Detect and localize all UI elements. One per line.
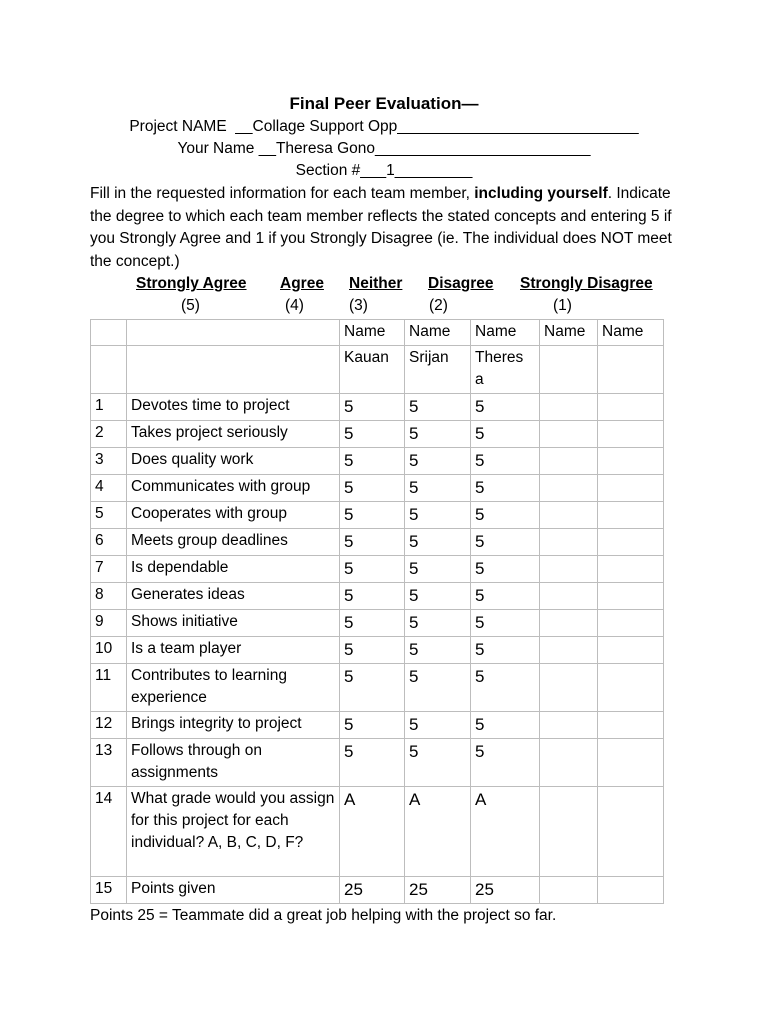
instructions-text-1: Fill in the requested information for each team member, <box>90 185 475 202</box>
scale-label-neither: Neither <box>349 275 403 292</box>
score-cell <box>598 583 664 610</box>
criterion-label: Cooperates with group <box>127 502 340 529</box>
evaluation-table <box>90 319 664 904</box>
table-row <box>91 610 664 637</box>
score-cell: 5 <box>405 394 471 421</box>
table-row <box>91 877 664 904</box>
score-cell: A <box>471 787 540 877</box>
score-cell <box>598 448 664 475</box>
criterion-label: Does quality work <box>127 448 340 475</box>
score-cell: 5 <box>405 583 471 610</box>
name-header-cell: Name <box>598 320 664 346</box>
score-cell <box>540 712 598 739</box>
criterion-label: Generates ideas <box>127 583 340 610</box>
member-criterion-cell <box>127 346 340 394</box>
criterion-label: What grade would you assign for this project for each individual? A, B, C, D, F? <box>127 787 340 877</box>
criterion-label: Shows initiative <box>127 610 340 637</box>
score-cell: 5 <box>471 529 540 556</box>
table-row <box>91 787 664 877</box>
score-cell <box>598 502 664 529</box>
name-header-cell: Name <box>340 320 405 346</box>
score-cell <box>540 556 598 583</box>
name-header-cell: Name <box>540 320 598 346</box>
criterion-label: Is dependable <box>127 556 340 583</box>
name-header-cell: Name <box>405 320 471 346</box>
score-cell <box>540 529 598 556</box>
score-cell <box>598 475 664 502</box>
scale-label-disagree: Disagree <box>428 275 494 292</box>
scale-value-5: (5) <box>181 297 200 314</box>
score-cell <box>540 475 598 502</box>
table-row <box>91 448 664 475</box>
section-line: Section #___1_________ <box>295 162 473 179</box>
instructions-bold: including yourself <box>474 185 608 202</box>
row-number: 6 <box>91 529 127 556</box>
instructions-text-2: . Indicate the degree to which each team member reflects the stated concepts and entering 5 if you Strongly Agree and 1 if you Strongly Disagree (ie. The individual does NOT meet the concept.) <box>90 185 672 270</box>
row-number: 12 <box>91 712 127 739</box>
member-name-cell: Srijan <box>405 346 471 394</box>
your-name-line: Your Name __Theresa Gono_________________________ <box>177 140 591 157</box>
score-cell <box>540 394 598 421</box>
scale-value-1: (1) <box>553 297 572 314</box>
score-cell: 5 <box>405 529 471 556</box>
score-cell <box>598 664 664 712</box>
row-number: 13 <box>91 739 127 787</box>
score-cell: 5 <box>340 664 405 712</box>
score-cell <box>540 610 598 637</box>
table-row <box>91 529 664 556</box>
score-cell: A <box>340 787 405 877</box>
criterion-label: Points given <box>127 877 340 904</box>
row-number: 11 <box>91 664 127 712</box>
criterion-label: Takes project seriously <box>127 421 340 448</box>
name-header-cell: Name <box>471 320 540 346</box>
row-number: 1 <box>91 394 127 421</box>
score-cell: 5 <box>405 712 471 739</box>
row-number: 4 <box>91 475 127 502</box>
table-row <box>91 637 664 664</box>
score-cell <box>540 421 598 448</box>
score-cell: 5 <box>471 475 540 502</box>
member-number-cell <box>91 346 127 394</box>
row-number: 15 <box>91 877 127 904</box>
member-name-cell: Theres a <box>471 346 540 394</box>
row-number: 5 <box>91 502 127 529</box>
score-cell: 5 <box>471 739 540 787</box>
row-number: 10 <box>91 637 127 664</box>
score-cell <box>598 739 664 787</box>
member-name-cell: Kauan <box>340 346 405 394</box>
table-row <box>91 739 664 787</box>
score-cell: 5 <box>405 475 471 502</box>
criterion-label: Is a team player <box>127 637 340 664</box>
row-number: 7 <box>91 556 127 583</box>
score-cell: 25 <box>340 877 405 904</box>
header-number-cell <box>91 320 127 346</box>
scale-value-4: (4) <box>285 297 304 314</box>
score-cell: 5 <box>405 739 471 787</box>
row-number: 8 <box>91 583 127 610</box>
table-row <box>91 712 664 739</box>
criterion-label: Meets group deadlines <box>127 529 340 556</box>
score-cell: 5 <box>471 583 540 610</box>
table-row <box>91 475 664 502</box>
score-cell: 5 <box>471 394 540 421</box>
score-cell: 5 <box>340 610 405 637</box>
score-cell: 5 <box>340 637 405 664</box>
score-cell <box>598 421 664 448</box>
score-cell: 25 <box>471 877 540 904</box>
score-cell <box>540 583 598 610</box>
score-cell: 5 <box>340 502 405 529</box>
score-cell: 5 <box>340 529 405 556</box>
score-cell <box>540 637 598 664</box>
score-cell: 5 <box>405 421 471 448</box>
scale-label-strongly-agree: Strongly Agree <box>136 275 247 292</box>
score-cell: 5 <box>471 421 540 448</box>
score-cell <box>598 529 664 556</box>
member-name-cell <box>540 346 598 394</box>
points-note: Points 25 = Teammate did a great job helping with the project so far. <box>90 907 557 924</box>
score-cell <box>540 787 598 877</box>
score-cell <box>598 877 664 904</box>
page-title: Final Peer Evaluation— <box>289 94 479 113</box>
scale-value-2: (2) <box>429 297 448 314</box>
row-number: 2 <box>91 421 127 448</box>
score-cell <box>540 664 598 712</box>
score-cell: 5 <box>471 556 540 583</box>
score-cell <box>598 610 664 637</box>
score-cell <box>598 394 664 421</box>
score-cell: 5 <box>471 610 540 637</box>
score-cell <box>598 637 664 664</box>
score-cell: 5 <box>471 448 540 475</box>
project-name-line: Project NAME __Collage Support Opp____________________________ <box>129 118 639 135</box>
score-cell: 5 <box>340 712 405 739</box>
score-cell: 5 <box>405 664 471 712</box>
header-criterion-cell <box>127 320 340 346</box>
score-cell <box>540 739 598 787</box>
score-cell: 5 <box>405 610 471 637</box>
row-number: 3 <box>91 448 127 475</box>
score-cell: 5 <box>340 556 405 583</box>
row-number: 14 <box>91 787 127 877</box>
scale-label-strongly-disagree: Strongly Disagree <box>520 275 653 292</box>
criterion-label: Brings integrity to project <box>127 712 340 739</box>
member-names-row <box>91 346 664 394</box>
score-cell: 5 <box>471 637 540 664</box>
table-row <box>91 556 664 583</box>
score-cell: 25 <box>405 877 471 904</box>
score-cell <box>598 712 664 739</box>
score-cell <box>540 502 598 529</box>
table-row <box>91 421 664 448</box>
table-row <box>91 583 664 610</box>
score-cell: 5 <box>340 475 405 502</box>
table-row <box>91 502 664 529</box>
member-name-cell <box>598 346 664 394</box>
score-cell: 5 <box>405 556 471 583</box>
instructions <box>90 183 690 273</box>
table-row <box>91 664 664 712</box>
criterion-label: Contributes to learning experience <box>127 664 340 712</box>
score-cell: 5 <box>405 637 471 664</box>
score-cell: 5 <box>471 664 540 712</box>
score-cell <box>540 448 598 475</box>
score-cell: 5 <box>340 421 405 448</box>
score-cell: 5 <box>405 448 471 475</box>
criterion-label: Follows through on assignments <box>127 739 340 787</box>
score-cell: A <box>405 787 471 877</box>
score-cell <box>598 556 664 583</box>
row-number: 9 <box>91 610 127 637</box>
score-cell: 5 <box>340 448 405 475</box>
table-header-row <box>91 320 664 346</box>
score-cell: 5 <box>340 739 405 787</box>
score-cell: 5 <box>471 502 540 529</box>
score-cell: 5 <box>405 502 471 529</box>
score-cell: 5 <box>471 712 540 739</box>
score-cell: 5 <box>340 583 405 610</box>
score-cell <box>540 877 598 904</box>
scale-label-agree: Agree <box>280 275 324 292</box>
criterion-label: Devotes time to project <box>127 394 340 421</box>
scale-value-3: (3) <box>349 297 368 314</box>
table-row <box>91 394 664 421</box>
criterion-label: Communicates with group <box>127 475 340 502</box>
score-cell <box>598 787 664 877</box>
score-cell: 5 <box>340 394 405 421</box>
